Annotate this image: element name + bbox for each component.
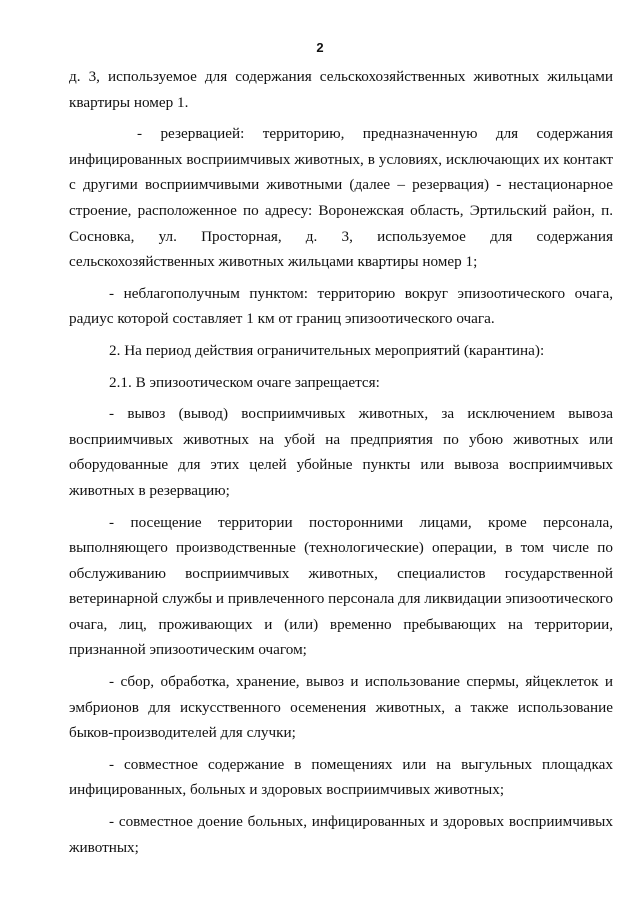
paragraph-reservation-definition: - резервацией: территорию, предназначенную для содержания инфицированных восприимчивых животных, в условиях, исключающих их контакт с другими восприимчивыми животными (далее – резервация) - нестационарное строение, расположенное по адресу: Воронежская область, Эртильский район, п. Сосновка, ул. Просторная, д. 3, используемое для содержания сельскохозяйственных животных жильцами квартиры номер 1; [69, 125, 613, 271]
paragraph-sperm-prohibition: - сбор, обработка, хранение, вывоз и использование спермы, яйцеклеток и эмбрионов для искусственного осеменения животных, а также использование быков-производителей для случки; [69, 673, 613, 742]
paragraph-joint-milking-prohibition: - совместное доение больных, инфицированных и здоровых восприимчивых животных; [69, 813, 613, 856]
paragraph-section-2-heading: 2. На период действия ограничительных мероприятий (карантина): [109, 341, 545, 359]
paragraph-address-continuation: д. 3, используемое для содержания сельскохозяйственных животных жильцами квартиры номер 1. [69, 68, 613, 111]
paragraph-section-2-1-heading: 2.1. В эпизоотическом очаге запрещается: [109, 373, 380, 391]
paragraph-joint-keeping-prohibition: - совместное содержание в помещениях или на выгульных площадках инфицированных, больных и здоровых восприимчивых животных; [69, 755, 613, 799]
document-body [69, 64, 613, 860]
page-number: 2 [316, 40, 324, 55]
paragraph-unfavorable-point-definition: - неблагополучным пунктом: территорию вокруг эпизоотического очага, радиус которой составляет 1 км от границ эпизоотического очага. [69, 284, 613, 328]
paragraph-export-prohibition: - вывоз (вывод) восприимчивых животных, за исключением вывоза восприимчивых животных на убой на предприятия по убою животных или оборудованные для этих целей убойные пункты или вывоза восприимчивых животных в резервацию; [69, 405, 613, 499]
paragraph-visit-prohibition: - посещение территории посторонними лицами, кроме персонала, выполняющего производственные (технологические) операции, в том числе по обслуживанию восприимчивых животных, специалистов государственной ветеринарной службы и привлеченного персонала для ликвидации эпизоотического очага, лиц, проживающих и (или) временно пребывающих на территории, признанной эпизоотическим очагом; [69, 513, 613, 659]
